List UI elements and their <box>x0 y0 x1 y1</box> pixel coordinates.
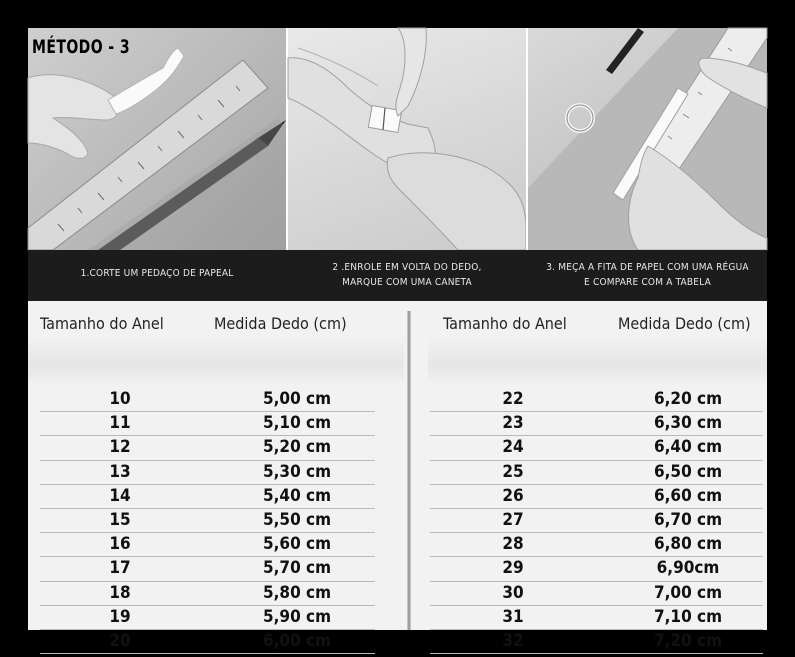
ring-size-cell: 14 <box>109 485 131 506</box>
table-row <box>40 485 375 509</box>
finger-measure-cell: 6,00 cm <box>262 630 332 651</box>
finger-measure-cell: 5,10 cm <box>262 413 332 434</box>
finger-measure-cell: 7,20 cm <box>653 630 723 651</box>
ring-size-cell: 17 <box>109 558 131 579</box>
table-row <box>40 388 375 412</box>
ring-size-cell: 10 <box>109 389 131 409</box>
step-2-caption <box>288 260 526 290</box>
ring-size-cell: 16 <box>109 534 131 555</box>
finger-measure-cell: 6,50 cm <box>653 461 723 482</box>
header-band <box>428 337 767 383</box>
step-2-caption-line2: MARQUE COM UMA CANETA <box>342 277 472 288</box>
ring-size-cell: 12 <box>109 437 131 458</box>
column-header-ring-size: Tamanho do Anel <box>443 314 567 333</box>
finger-measure-cell: 7,10 cm <box>653 606 723 627</box>
finger-measure-cell: 5,80 cm <box>262 582 332 603</box>
ring-size-cell: 30 <box>502 582 524 603</box>
photo-wrap-finger <box>288 28 526 250</box>
finger-measure-cell: 6,30 cm <box>653 413 723 434</box>
column-header-finger-measure: Medida Dedo (cm) <box>214 314 347 333</box>
step-2-caption-line1: 2 .ENROLE EM VOLTA DO DEDO, <box>332 262 482 273</box>
ring-size-cell: 25 <box>502 461 524 482</box>
table-rows <box>430 388 763 654</box>
finger-measure-cell: 6,80 cm <box>653 534 723 555</box>
table-row <box>430 557 763 581</box>
finger-measure-cell: 6,40 cm <box>653 437 723 458</box>
finger-measure-cell: 6,60 cm <box>653 485 723 506</box>
ring-size-cell: 22 <box>502 389 524 409</box>
table-divider <box>407 311 411 630</box>
finger-measure-cell: 5,50 cm <box>262 509 332 530</box>
finger-measure-cell: 5,70 cm <box>262 558 332 579</box>
ring-size-cell: 29 <box>502 558 524 579</box>
ring-size-cell: 32 <box>502 630 524 651</box>
table-row <box>40 582 375 606</box>
measuring-paper-strip-with-ruler-icon <box>528 28 767 250</box>
finger-measure-cell: 6,90cm <box>656 558 720 579</box>
step-captions-band <box>28 250 767 301</box>
table-row <box>40 533 375 557</box>
finger-measure-cell: 5,00 cm <box>262 389 332 409</box>
step-1-caption <box>28 266 286 281</box>
table-row <box>430 436 763 460</box>
table-row <box>40 630 375 654</box>
table-row <box>40 606 375 630</box>
ring-size-cell: 27 <box>502 509 524 530</box>
table-row <box>430 461 763 485</box>
ring-size-cell: 26 <box>502 485 524 506</box>
step-3-caption <box>528 260 767 290</box>
step-1-caption-line1: 1.CORTE UM PEDAÇO DE PAPEAL <box>80 268 234 279</box>
ring-size-cell: 20 <box>109 630 131 651</box>
finger-measure-cell: 6,70 cm <box>653 509 723 530</box>
ring-size-cell: 24 <box>502 437 524 458</box>
step-3-caption-line2: E COMPARE COM A TABELA <box>584 277 711 288</box>
table-row <box>430 485 763 509</box>
table-row <box>40 412 375 436</box>
photo-measure-strip <box>528 28 767 250</box>
ring-size-guide <box>28 28 767 651</box>
finger-measure-cell: 5,30 cm <box>262 461 332 482</box>
finger-measure-cell: 5,60 cm <box>262 534 332 555</box>
table-row <box>430 630 763 654</box>
ring-size-cell: 15 <box>109 509 131 530</box>
table-row <box>430 388 763 412</box>
table-row <box>430 412 763 436</box>
ring-size-cell: 31 <box>502 606 524 627</box>
finger-measure-cell: 5,90 cm <box>262 606 332 627</box>
paper-wrapped-around-finger-icon <box>288 28 526 250</box>
ring-size-cell: 19 <box>109 606 131 627</box>
header-band <box>28 337 404 383</box>
table-rows <box>40 388 375 654</box>
step-3-caption-line1: 3. MEÇA A FITA DE PAPEL COM UMA RÉGUA <box>546 262 749 273</box>
table-row <box>430 606 763 630</box>
table-row <box>430 533 763 557</box>
table-row <box>40 436 375 460</box>
table-row <box>430 582 763 606</box>
table-row <box>430 509 763 533</box>
ring-size-cell: 28 <box>502 534 524 555</box>
column-header-finger-measure: Medida Dedo (cm) <box>618 314 751 333</box>
finger-measure-cell: 5,40 cm <box>262 485 332 506</box>
ring-size-cell: 18 <box>109 582 131 603</box>
ring-size-cell: 13 <box>109 461 131 482</box>
photo-cut-paper <box>28 28 286 250</box>
method-title: MÉTODO - 3 <box>32 36 130 58</box>
finger-measure-cell: 7,00 cm <box>653 582 723 603</box>
hand-holding-paper-strip-ruler-pencil-icon <box>28 28 286 250</box>
column-header-ring-size: Tamanho do Anel <box>40 314 164 333</box>
ring-size-cell: 23 <box>502 413 524 434</box>
finger-measure-cell: 5,20 cm <box>262 437 332 458</box>
ring-size-cell: 11 <box>109 413 131 434</box>
finger-measure-cell: 6,20 cm <box>653 389 723 409</box>
table-row <box>40 557 375 581</box>
table-row <box>40 509 375 533</box>
table-row <box>40 461 375 485</box>
